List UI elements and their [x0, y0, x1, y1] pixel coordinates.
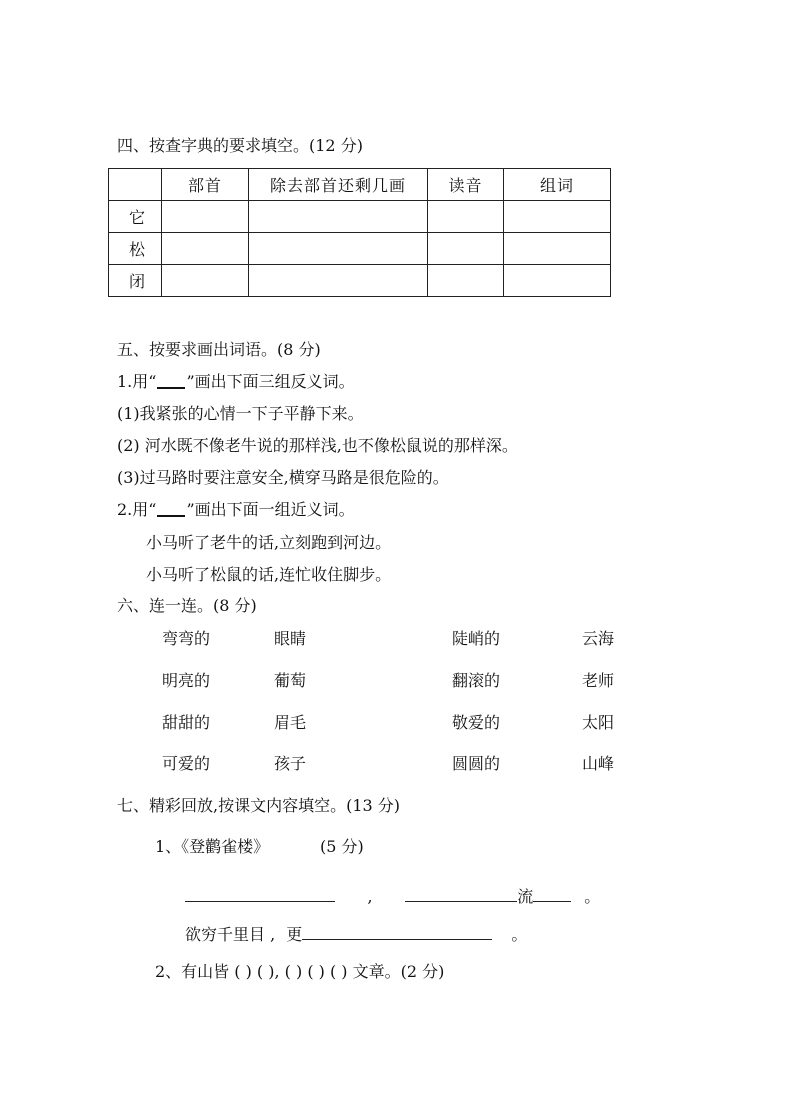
blank-cell[interactable] [162, 201, 249, 233]
blank-cell[interactable] [162, 233, 249, 265]
table-row [109, 201, 611, 233]
table-row [109, 233, 611, 265]
poem-text: 欲穷千里目 , [185, 925, 276, 944]
table-header-cell [109, 169, 162, 201]
answer-blank[interactable] [185, 883, 335, 902]
blank-cell[interactable] [504, 233, 611, 265]
dictionary-table [108, 168, 611, 297]
match-word-right-adj[interactable]: 圆圆的 [452, 754, 501, 773]
list-item: (1)我紧张的心情一下子平静下来。 [117, 404, 364, 423]
blank-cell[interactable] [428, 265, 504, 297]
period: 。 [511, 925, 528, 944]
section-5-question-2 [117, 500, 355, 520]
question-suffix: ”画出下面一组近义词。 [186, 500, 355, 519]
table-header-cell: 组词 [504, 169, 611, 201]
section-5-question-1 [117, 372, 355, 392]
blank-cell[interactable] [428, 201, 504, 233]
sentence: 小马听了老牛的话,立刻跑到河边。 [146, 533, 392, 552]
underline-mark [157, 505, 185, 517]
question-prefix: 2.用“ [117, 500, 157, 519]
table-header-cell: 除去部首还剩几画 [249, 169, 428, 201]
comma: , [367, 887, 373, 906]
match-word-left-noun[interactable]: 眼睛 [274, 629, 307, 648]
match-word-right-noun[interactable]: 云海 [582, 629, 615, 648]
poem-title: 1、《登鹳雀楼》 [155, 837, 270, 856]
match-word-left-adj[interactable]: 甜甜的 [162, 713, 211, 732]
blank-cell[interactable] [249, 265, 428, 297]
match-word-right-noun[interactable]: 老师 [582, 671, 615, 690]
question-2: 2、有山皆 ( ) ( ), ( ) ( ) ( ) 文章。(2 分) [155, 962, 445, 981]
match-word-right-noun[interactable]: 山峰 [582, 754, 615, 773]
table-header-cell: 部首 [162, 169, 249, 201]
sentence: 小马听了松鼠的话,连忙收住脚步。 [146, 565, 392, 584]
section-5-title: 五、按要求画出词语。(8 分) [117, 340, 321, 359]
match-word-right-adj[interactable]: 翻滚的 [452, 671, 501, 690]
answer-blank[interactable] [405, 883, 517, 902]
blank-cell[interactable] [504, 265, 611, 297]
table-row [109, 265, 611, 297]
blank-cell[interactable] [249, 201, 428, 233]
blank-cell[interactable] [504, 201, 611, 233]
poem-line-1 [185, 883, 600, 907]
poem-score: (5 分) [320, 837, 364, 856]
match-word-left-noun[interactable]: 眉毛 [274, 713, 307, 732]
match-word-left-adj[interactable]: 明亮的 [162, 671, 211, 690]
blank-cell[interactable] [428, 233, 504, 265]
poem-text: 更 [286, 925, 303, 944]
section-7-title: 七、精彩回放,按课文内容填空。(13 分) [117, 796, 401, 815]
answer-blank[interactable] [302, 921, 492, 940]
match-word-right-noun[interactable]: 太阳 [582, 713, 615, 732]
poem-line-2 [185, 921, 527, 945]
match-word-left-noun[interactable]: 孩子 [274, 754, 307, 773]
poem-text: 流 [517, 887, 534, 906]
table-row-character: 它 [109, 201, 162, 233]
match-word-left-adj[interactable]: 弯弯的 [162, 629, 211, 648]
section-6-title: 六、连一连。(8 分) [117, 596, 257, 615]
table-row-character: 松 [109, 233, 162, 265]
match-word-left-noun[interactable]: 葡萄 [274, 671, 307, 690]
table-row-character: 闭 [109, 265, 162, 297]
table-header-row [109, 169, 611, 201]
period: 。 [584, 887, 601, 906]
match-word-left-adj[interactable]: 可爱的 [162, 754, 211, 773]
blank-cell[interactable] [162, 265, 249, 297]
section-4-title: 四、按查字典的要求填空。(12 分) [117, 136, 363, 155]
list-item: (2) 河水既不像老牛说的那样浅,也不像松鼠说的那样深。 [117, 436, 518, 455]
match-word-right-adj[interactable]: 敬爱的 [452, 713, 501, 732]
question-prefix: 1.用“ [117, 372, 157, 391]
question-suffix: ”画出下面三组反义词。 [186, 372, 355, 391]
match-word-right-adj[interactable]: 陡峭的 [452, 629, 501, 648]
blank-cell[interactable] [249, 233, 428, 265]
list-item: (3)过马路时要注意安全,横穿马路是很危险的。 [117, 468, 449, 487]
table-header-cell: 读音 [428, 169, 504, 201]
answer-blank[interactable] [533, 883, 571, 902]
underline-mark [157, 377, 185, 389]
